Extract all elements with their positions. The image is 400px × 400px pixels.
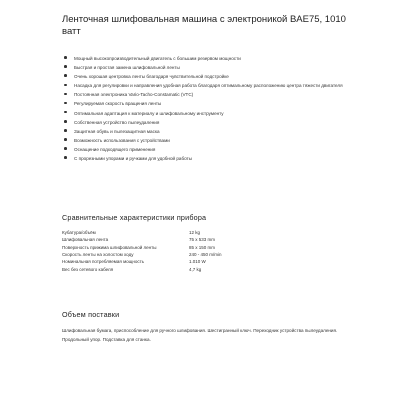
spec-row: Шлифовальная лента 75 x 533 mm (62, 237, 216, 243)
bullet-icon (64, 65, 67, 68)
document-code (62, 0, 112, 1)
spec-row: Вес без сетевого кабеля 4,7 kg (62, 266, 202, 272)
bullet-icon (64, 84, 67, 87)
delivery-text: Шлифовальная бумага, приспособление для ручного шлифования. Шестигранный ключ. Переходник устройства пылеудаления. Продольный упор. Подставка для станка. (62, 328, 338, 342)
feature-item: Мощный высокопроизводительный двигатель с большим резервом мощности (62, 56, 362, 61)
spec-row: Номинальная потребляемая мощность 1.010 W (62, 259, 206, 265)
feature-list (62, 56, 362, 165)
feature-item: С прорезными упорами и ручками для удобной работы (62, 156, 362, 161)
specs-heading: Сравнительные характеристики прибора (62, 213, 207, 222)
spec-row: Скорость ленты на холостом ходу 240 - 450 m/min (62, 252, 222, 258)
bullet-icon (64, 129, 67, 132)
feature-item: Насадка для регулировки и направления удобная работа благодаря оптимальному расположению центра тяжести двигателя (62, 83, 362, 88)
bullet-icon (64, 111, 67, 114)
feature-item: Собственная устройство пылеудаления (62, 120, 362, 125)
bullet-icon (64, 74, 67, 77)
feature-item: Очень хорошая центровка ленты благодаря чувствительной подстройке (62, 74, 362, 79)
feature-item: Защитная обувь и пылезащитная маска (62, 129, 362, 134)
feature-item: Возможность использования с устройствами (62, 138, 362, 143)
spec-row: Кубатура/объём 12 kg (62, 230, 201, 236)
bullet-icon (64, 147, 67, 150)
feature-item: Постоянная электроника Vario-Tacho-Constamatic (VTC) (62, 92, 362, 97)
feature-item: Регулируемая скорость вращения ленты (62, 101, 362, 106)
delivery-heading: Объем поставки (62, 310, 120, 319)
bullet-icon (64, 93, 67, 96)
bullet-icon (64, 102, 67, 105)
feature-item: Оснащение подходящего применения (62, 147, 362, 152)
product-title: Ленточная шлифовальная машина с электроникой BAE75, 1010 ватт (62, 14, 346, 37)
bullet-icon (64, 156, 67, 159)
feature-item: Оптимальная адаптация к материалу и шлифовальному инструменту (62, 111, 362, 116)
spec-row: Поверхность прижима шлифовальной ленты 85 x 150 mm (62, 244, 216, 250)
feature-item: Быстрая и простая замена шлифовальной ленты (62, 65, 362, 70)
bullet-icon (64, 120, 67, 123)
bullet-icon (64, 138, 67, 141)
specs-table (62, 229, 312, 273)
bullet-icon (64, 56, 67, 59)
